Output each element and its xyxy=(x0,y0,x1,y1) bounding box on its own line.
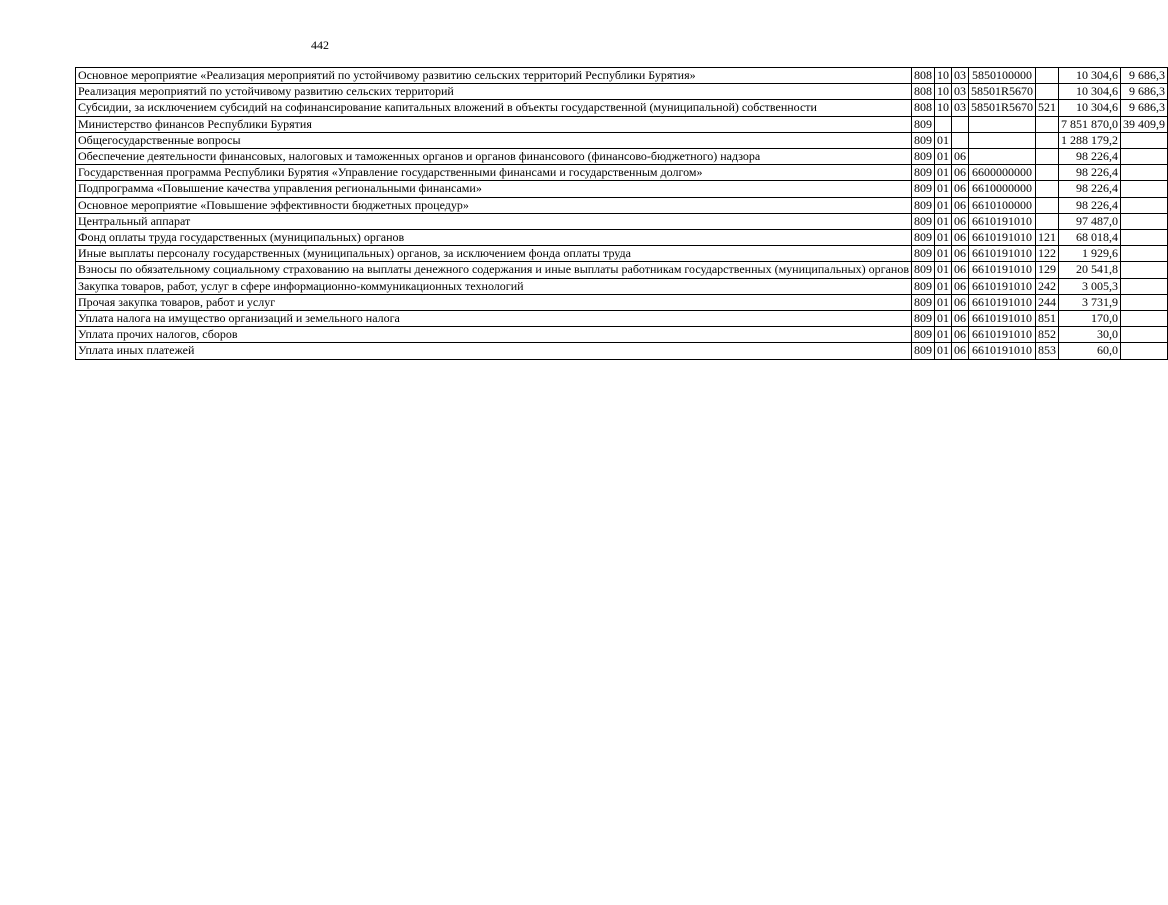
amount-cell-2: 9 686,3 xyxy=(1121,84,1168,100)
grbs-code-cell: 809 xyxy=(912,262,935,278)
table-row xyxy=(76,230,1168,246)
expense-type-cell xyxy=(1036,132,1059,148)
expense-type-cell: 129 xyxy=(1036,262,1059,278)
amount-cell-1: 20 541,8 xyxy=(1059,262,1121,278)
row-name-cell: Министерство финансов Республики Бурятия xyxy=(76,116,912,132)
grbs-code-cell: 809 xyxy=(912,327,935,343)
amount-cell-2 xyxy=(1121,132,1168,148)
row-name-cell: Обеспечение деятельности финансовых, налоговых и таможенных органов и органов финансового (финансово-бюджетного) надзора xyxy=(76,149,912,165)
subsection-code-cell: 06 xyxy=(952,230,969,246)
expense-type-cell: 121 xyxy=(1036,230,1059,246)
subsection-code-cell: 03 xyxy=(952,68,969,84)
table-row xyxy=(76,165,1168,181)
expense-type-cell xyxy=(1036,213,1059,229)
amount-cell-1: 7 851 870,0 xyxy=(1059,116,1121,132)
row-name-cell: Подпрограмма «Повышение качества управления региональными финансами» xyxy=(76,181,912,197)
table-row xyxy=(76,246,1168,262)
amount-cell-2 xyxy=(1121,343,1168,359)
table-row xyxy=(76,181,1168,197)
row-name-cell: Закупка товаров, работ, услуг в сфере информационно-коммуникационных технологий xyxy=(76,278,912,294)
table-row xyxy=(76,149,1168,165)
subsection-code-cell xyxy=(952,116,969,132)
expense-type-cell xyxy=(1036,84,1059,100)
amount-cell-2: 9 686,3 xyxy=(1121,68,1168,84)
target-article-cell: 58501R5670 xyxy=(969,100,1036,116)
grbs-code-cell: 809 xyxy=(912,246,935,262)
amount-cell-1: 170,0 xyxy=(1059,311,1121,327)
section-code-cell: 10 xyxy=(935,100,952,116)
table-row xyxy=(76,100,1168,116)
subsection-code-cell: 03 xyxy=(952,84,969,100)
subsection-code-cell: 06 xyxy=(952,294,969,310)
table-row xyxy=(76,213,1168,229)
grbs-code-cell: 809 xyxy=(912,343,935,359)
amount-cell-2: 39 409,9 xyxy=(1121,116,1168,132)
target-article-cell: 6610191010 xyxy=(969,327,1036,343)
amount-cell-1: 98 226,4 xyxy=(1059,149,1121,165)
grbs-code-cell: 809 xyxy=(912,278,935,294)
row-name-cell: Взносы по обязательному социальному страхованию на выплаты денежного содержания и иные выплаты работникам государственных (муниципальных) органов xyxy=(76,262,912,278)
grbs-code-cell: 809 xyxy=(912,311,935,327)
section-code-cell: 01 xyxy=(935,278,952,294)
subsection-code-cell: 06 xyxy=(952,246,969,262)
row-name-cell: Субсидии, за исключением субсидий на софинансирование капитальных вложений в объекты государственной (муниципальной) собственности xyxy=(76,100,912,116)
section-code-cell: 01 xyxy=(935,327,952,343)
section-code-cell: 01 xyxy=(935,262,952,278)
target-article-cell: 6610100000 xyxy=(969,197,1036,213)
table-row xyxy=(76,68,1168,84)
amount-cell-2 xyxy=(1121,294,1168,310)
section-code-cell: 01 xyxy=(935,246,952,262)
amount-cell-1: 97 487,0 xyxy=(1059,213,1121,229)
expense-type-cell: 852 xyxy=(1036,327,1059,343)
subsection-code-cell: 06 xyxy=(952,343,969,359)
page-number: 442 xyxy=(311,38,329,52)
grbs-code-cell: 809 xyxy=(912,213,935,229)
grbs-code-cell: 808 xyxy=(912,100,935,116)
row-name-cell: Уплата иных платежей xyxy=(76,343,912,359)
row-name-cell: Уплата прочих налогов, сборов xyxy=(76,327,912,343)
budget-table-body xyxy=(76,68,1168,360)
row-name-cell: Фонд оплаты труда государственных (муниципальных) органов xyxy=(76,230,912,246)
section-code-cell: 01 xyxy=(935,165,952,181)
section-code-cell xyxy=(935,116,952,132)
target-article-cell: 6610191010 xyxy=(969,246,1036,262)
amount-cell-2 xyxy=(1121,213,1168,229)
grbs-code-cell: 809 xyxy=(912,116,935,132)
table-row xyxy=(76,311,1168,327)
subsection-code-cell: 06 xyxy=(952,311,969,327)
section-code-cell: 01 xyxy=(935,213,952,229)
budget-table xyxy=(75,67,1168,360)
subsection-code-cell: 06 xyxy=(952,181,969,197)
amount-cell-1: 30,0 xyxy=(1059,327,1121,343)
section-code-cell: 10 xyxy=(935,84,952,100)
grbs-code-cell: 809 xyxy=(912,294,935,310)
target-article-cell: 6610191010 xyxy=(969,230,1036,246)
row-name-cell: Основное мероприятие «Реализация мероприятий по устойчивому развитию сельских территорий Республики Бурятия» xyxy=(76,68,912,84)
amount-cell-1: 3 731,9 xyxy=(1059,294,1121,310)
row-name-cell: Общегосударственные вопросы xyxy=(76,132,912,148)
expense-type-cell xyxy=(1036,116,1059,132)
expense-type-cell: 853 xyxy=(1036,343,1059,359)
section-code-cell: 10 xyxy=(935,68,952,84)
table-row xyxy=(76,262,1168,278)
target-article-cell xyxy=(969,132,1036,148)
amount-cell-2 xyxy=(1121,246,1168,262)
grbs-code-cell: 808 xyxy=(912,84,935,100)
row-name-cell: Центральный аппарат xyxy=(76,213,912,229)
expense-type-cell xyxy=(1036,68,1059,84)
amount-cell-1: 98 226,4 xyxy=(1059,197,1121,213)
expense-type-cell: 244 xyxy=(1036,294,1059,310)
row-name-cell: Иные выплаты персоналу государственных (муниципальных) органов, за исключением фонда оплаты труда xyxy=(76,246,912,262)
section-code-cell: 01 xyxy=(935,197,952,213)
amount-cell-2 xyxy=(1121,149,1168,165)
amount-cell-1: 3 005,3 xyxy=(1059,278,1121,294)
subsection-code-cell: 06 xyxy=(952,327,969,343)
amount-cell-1: 1 929,6 xyxy=(1059,246,1121,262)
target-article-cell: 6610191010 xyxy=(969,294,1036,310)
amount-cell-1: 10 304,6 xyxy=(1059,100,1121,116)
grbs-code-cell: 809 xyxy=(912,132,935,148)
amount-cell-1: 60,0 xyxy=(1059,343,1121,359)
amount-cell-2 xyxy=(1121,165,1168,181)
subsection-code-cell: 06 xyxy=(952,165,969,181)
subsection-code-cell: 03 xyxy=(952,100,969,116)
subsection-code-cell: 06 xyxy=(952,197,969,213)
amount-cell-1: 98 226,4 xyxy=(1059,165,1121,181)
subsection-code-cell: 06 xyxy=(952,262,969,278)
expense-type-cell: 242 xyxy=(1036,278,1059,294)
section-code-cell: 01 xyxy=(935,294,952,310)
section-code-cell: 01 xyxy=(935,230,952,246)
expense-type-cell xyxy=(1036,149,1059,165)
grbs-code-cell: 809 xyxy=(912,197,935,213)
target-article-cell: 6610191010 xyxy=(969,278,1036,294)
row-name-cell: Реализация мероприятий по устойчивому развитию сельских территорий xyxy=(76,84,912,100)
row-name-cell: Государственная программа Республики Бурятия «Управление государственными финансами и государственным долгом» xyxy=(76,165,912,181)
expense-type-cell xyxy=(1036,181,1059,197)
amount-cell-2 xyxy=(1121,278,1168,294)
grbs-code-cell: 809 xyxy=(912,149,935,165)
target-article-cell: 6610191010 xyxy=(969,213,1036,229)
amount-cell-2 xyxy=(1121,197,1168,213)
section-code-cell: 01 xyxy=(935,181,952,197)
target-article-cell: 6610191010 xyxy=(969,343,1036,359)
subsection-code-cell xyxy=(952,132,969,148)
section-code-cell: 01 xyxy=(935,149,952,165)
row-name-cell: Основное мероприятие «Повышение эффективности бюджетных процедур» xyxy=(76,197,912,213)
row-name-cell: Уплата налога на имущество организаций и земельного налога xyxy=(76,311,912,327)
subsection-code-cell: 06 xyxy=(952,278,969,294)
target-article-cell: 5850100000 xyxy=(969,68,1036,84)
target-article-cell: 6610191010 xyxy=(969,311,1036,327)
target-article-cell: 6610191010 xyxy=(969,262,1036,278)
amount-cell-1: 10 304,6 xyxy=(1059,84,1121,100)
amount-cell-2 xyxy=(1121,181,1168,197)
amount-cell-2: 9 686,3 xyxy=(1121,100,1168,116)
table-row xyxy=(76,132,1168,148)
grbs-code-cell: 808 xyxy=(912,68,935,84)
expense-type-cell xyxy=(1036,197,1059,213)
target-article-cell: 6600000000 xyxy=(969,165,1036,181)
subsection-code-cell: 06 xyxy=(952,149,969,165)
amount-cell-1: 1 288 179,2 xyxy=(1059,132,1121,148)
section-code-cell: 01 xyxy=(935,132,952,148)
section-code-cell: 01 xyxy=(935,311,952,327)
amount-cell-2 xyxy=(1121,262,1168,278)
table-row xyxy=(76,343,1168,359)
expense-type-cell: 851 xyxy=(1036,311,1059,327)
table-row xyxy=(76,278,1168,294)
grbs-code-cell: 809 xyxy=(912,181,935,197)
amount-cell-2 xyxy=(1121,327,1168,343)
amount-cell-1: 10 304,6 xyxy=(1059,68,1121,84)
expense-type-cell: 521 xyxy=(1036,100,1059,116)
row-name-cell: Прочая закупка товаров, работ и услуг xyxy=(76,294,912,310)
amount-cell-2 xyxy=(1121,230,1168,246)
grbs-code-cell: 809 xyxy=(912,165,935,181)
table-row xyxy=(76,197,1168,213)
grbs-code-cell: 809 xyxy=(912,230,935,246)
target-article-cell: 6610000000 xyxy=(969,181,1036,197)
amount-cell-1: 68 018,4 xyxy=(1059,230,1121,246)
target-article-cell xyxy=(969,116,1036,132)
expense-type-cell: 122 xyxy=(1036,246,1059,262)
target-article-cell xyxy=(969,149,1036,165)
table-row xyxy=(76,84,1168,100)
expense-type-cell xyxy=(1036,165,1059,181)
table-row xyxy=(76,116,1168,132)
table-row xyxy=(76,294,1168,310)
table-row xyxy=(76,327,1168,343)
amount-cell-1: 98 226,4 xyxy=(1059,181,1121,197)
section-code-cell: 01 xyxy=(935,343,952,359)
amount-cell-2 xyxy=(1121,311,1168,327)
target-article-cell: 58501R5670 xyxy=(969,84,1036,100)
subsection-code-cell: 06 xyxy=(952,213,969,229)
